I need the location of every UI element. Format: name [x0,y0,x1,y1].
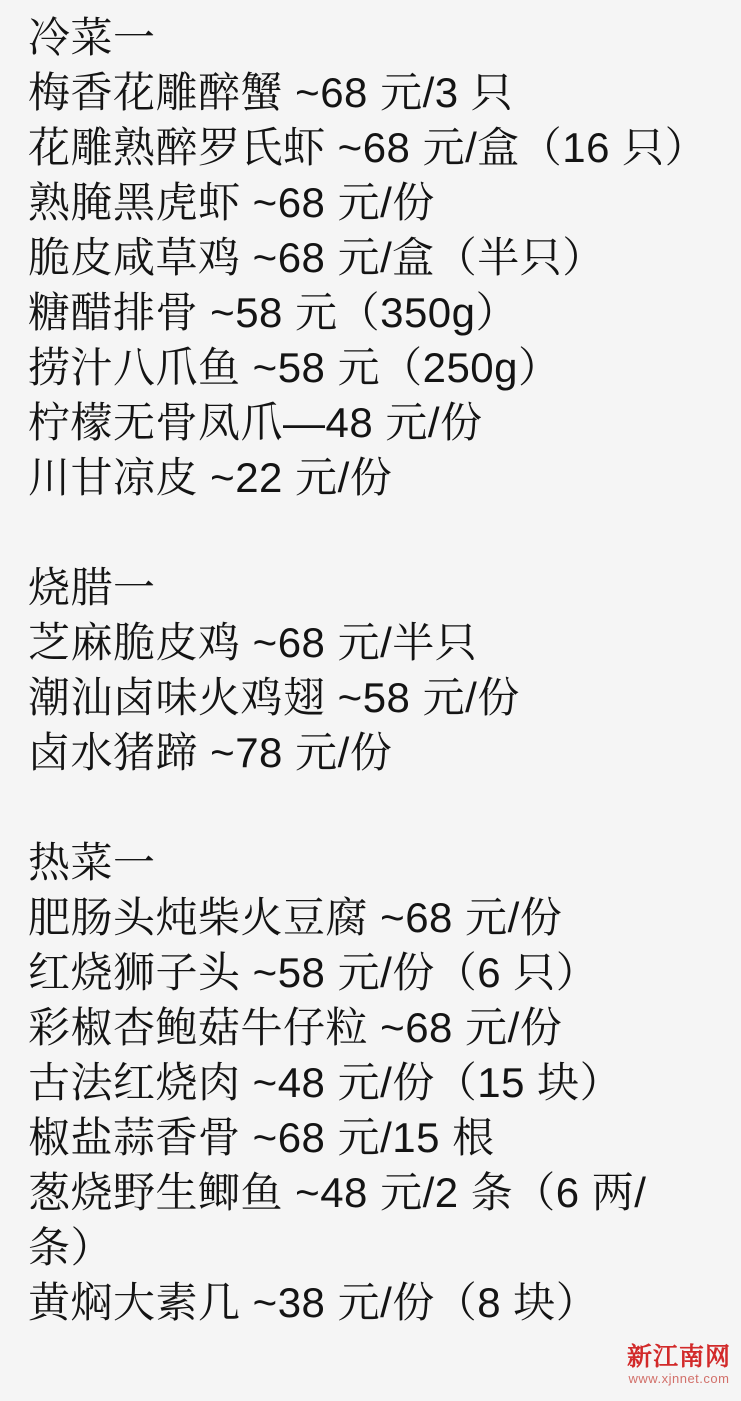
menu-item: 熟腌黑虎虾 ~68 元/份 [28,179,435,226]
menu-section-heading-cold: 冷菜一 [28,14,156,61]
menu-item-continuation: 条） [28,1224,114,1271]
watermark-site-name: 新江南网 [626,1343,731,1372]
menu-item: 葱烧野生鲫鱼 ~48 元/2 条（6 两/ [28,1169,647,1216]
menu-section-heading-bbq: 烧腊一 [28,564,156,611]
menu-item: 川甘凉皮 ~22 元/份 [28,454,393,501]
menu-item: 彩椒杏鲍菇牛仔粒 ~68 元/份 [28,1004,563,1051]
menu-section-heading-hot: 热菜一 [28,839,156,886]
menu-item: 捞汁八爪鱼 ~58 元（250g） [28,344,561,391]
section-spacer [28,505,741,560]
section-spacer [28,780,741,835]
menu-item: 卤水猪蹄 ~78 元/份 [28,729,393,776]
menu-item: 柠檬无骨凤爪—48 元/份 [28,399,483,446]
menu-item: 黄焖大素几 ~38 元/份（8 块） [28,1279,599,1326]
menu-item: 肥肠头炖柴火豆腐 ~68 元/份 [28,894,563,941]
menu-item: 花雕熟醉罗氏虾 ~68 元/盒（16 只） [28,124,708,171]
menu-item: 芝麻脆皮鸡 ~68 元/半只 [28,619,478,666]
menu-item: 椒盐蒜香骨 ~68 元/15 根 [28,1114,495,1161]
menu-item: 红烧狮子头 ~58 元/份（6 只） [28,949,599,996]
menu-item: 潮汕卤味火鸡翅 ~58 元/份 [28,674,520,721]
watermark-site-url: www.xjnnet.com [628,1371,730,1387]
menu-item: 古法红烧肉 ~48 元/份（15 块） [28,1059,623,1106]
menu-item: 糖醋排骨 ~58 元（350g） [28,289,519,336]
menu-item: 脆皮咸草鸡 ~68 元/盒（半只） [28,234,605,281]
menu-item: 梅香花雕醉蟹 ~68 元/3 只 [28,69,514,116]
watermark [627,1343,731,1387]
